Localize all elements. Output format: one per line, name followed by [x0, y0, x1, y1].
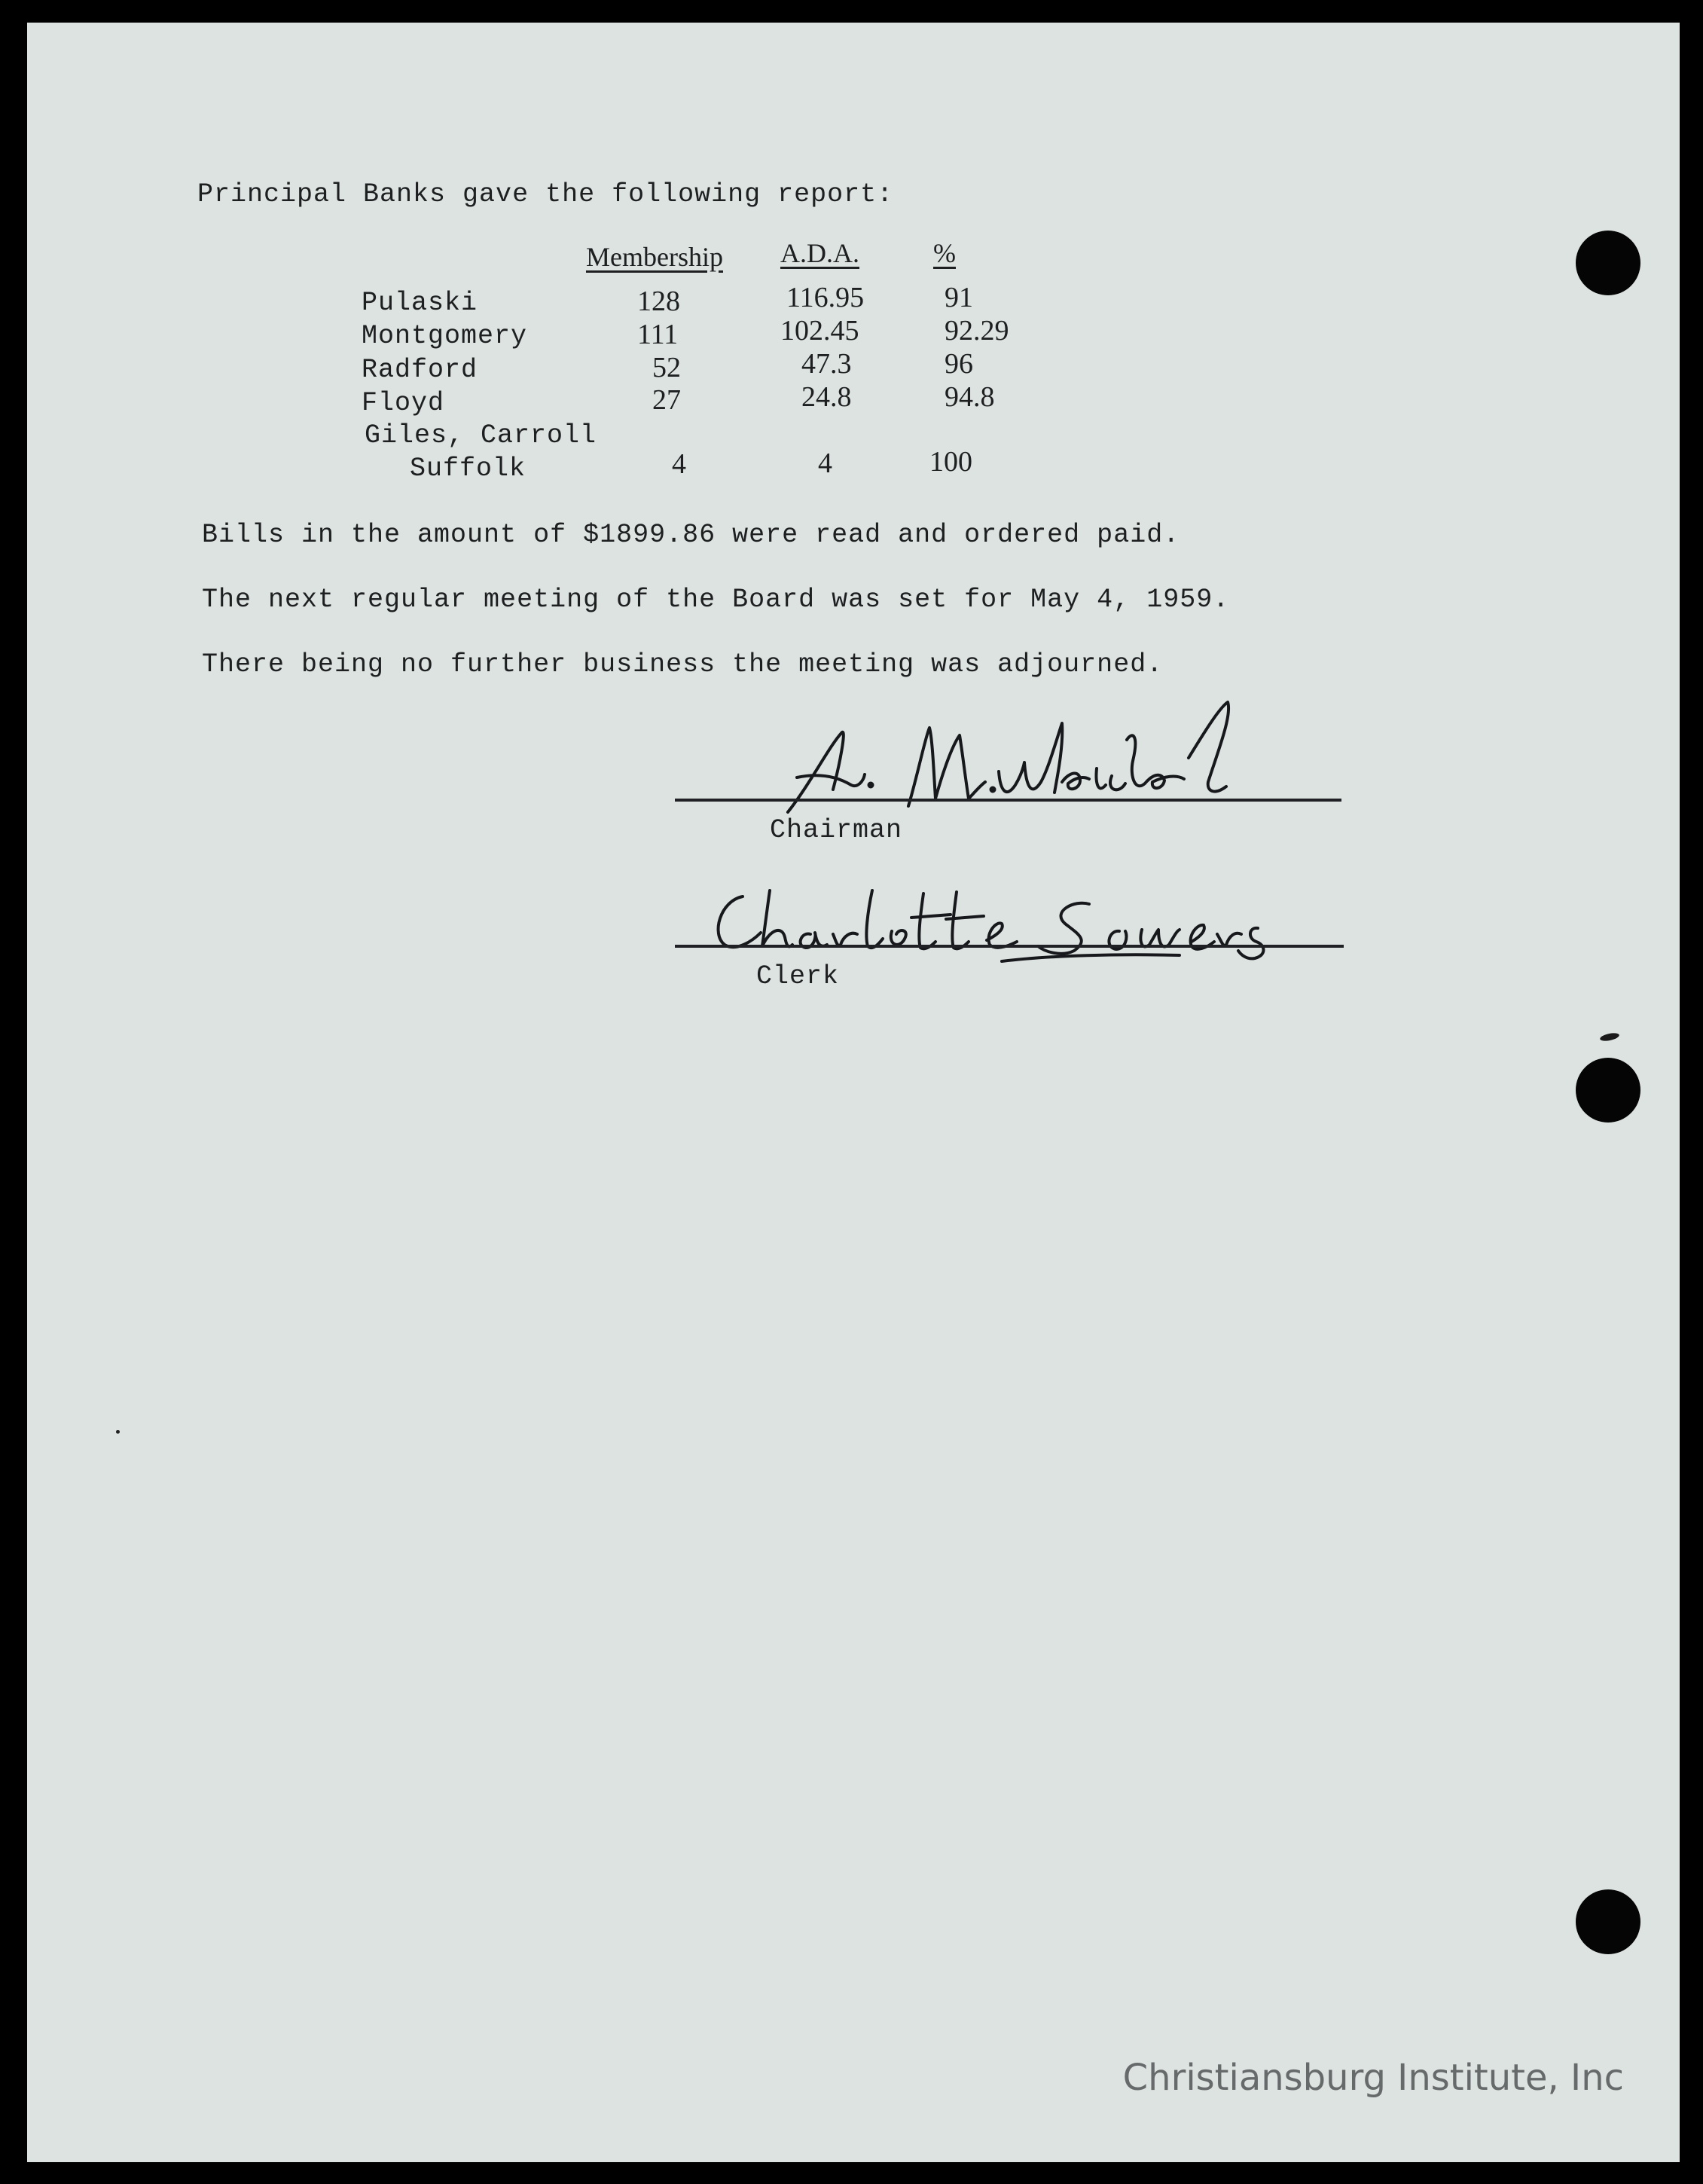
row-name: Radford [362, 355, 478, 385]
clerk-label: Clerk [756, 961, 840, 991]
ink-smudge [1599, 1031, 1619, 1042]
chairman-label: Chairman [770, 815, 903, 845]
row-ada: 47.3 [801, 348, 852, 380]
intro-line: Principal Banks gave the following report: [197, 179, 894, 209]
row-membership: 27 [652, 384, 681, 416]
row-ada: 102.45 [780, 315, 859, 347]
chairman-signature [758, 693, 1300, 829]
row-membership: 128 [637, 286, 680, 317]
row-name: Pulaski [362, 288, 478, 318]
row-percent: 96 [945, 348, 973, 380]
row-name: Floyd [362, 388, 445, 418]
clerk-signature [697, 881, 1315, 972]
row-membership: 52 [652, 352, 681, 383]
row-membership: 111 [637, 319, 679, 350]
header-percent: % [933, 238, 956, 268]
row-ada: 24.8 [801, 381, 852, 413]
row-ada: 4 [818, 447, 832, 479]
binder-hole-bottom [1576, 1889, 1640, 1954]
row-percent: 94.8 [945, 381, 995, 413]
bills-paragraph: Bills in the amount of $1899.86 were read and ordered paid. [202, 520, 1180, 550]
row-percent: 91 [945, 282, 973, 313]
row-membership: 4 [672, 448, 686, 480]
adjourned-paragraph: There being no further business the meeting was adjourned. [202, 649, 1164, 680]
header-ada: A.D.A. [780, 238, 859, 268]
row-name: Montgomery [362, 321, 528, 351]
row-percent: 100 [929, 446, 972, 478]
next-meeting-paragraph: The next regular meeting of the Board was set for May 4, 1959. [202, 585, 1230, 615]
watermark-text: Christiansburg Institute, Inc [1122, 2057, 1624, 2099]
chairman-signature-line [675, 799, 1341, 802]
binder-hole-middle [1576, 1058, 1640, 1123]
row-name: Giles, Carroll [365, 420, 597, 451]
clerk-signature-line [675, 945, 1344, 948]
row-name-line2: Suffolk [410, 454, 526, 484]
row-ada: 116.95 [786, 282, 865, 313]
header-membership: Membership [586, 242, 723, 272]
binder-hole-top [1576, 231, 1640, 295]
document-page [27, 23, 1680, 2162]
row-percent: 92.29 [945, 315, 1009, 347]
speck [116, 1430, 120, 1434]
